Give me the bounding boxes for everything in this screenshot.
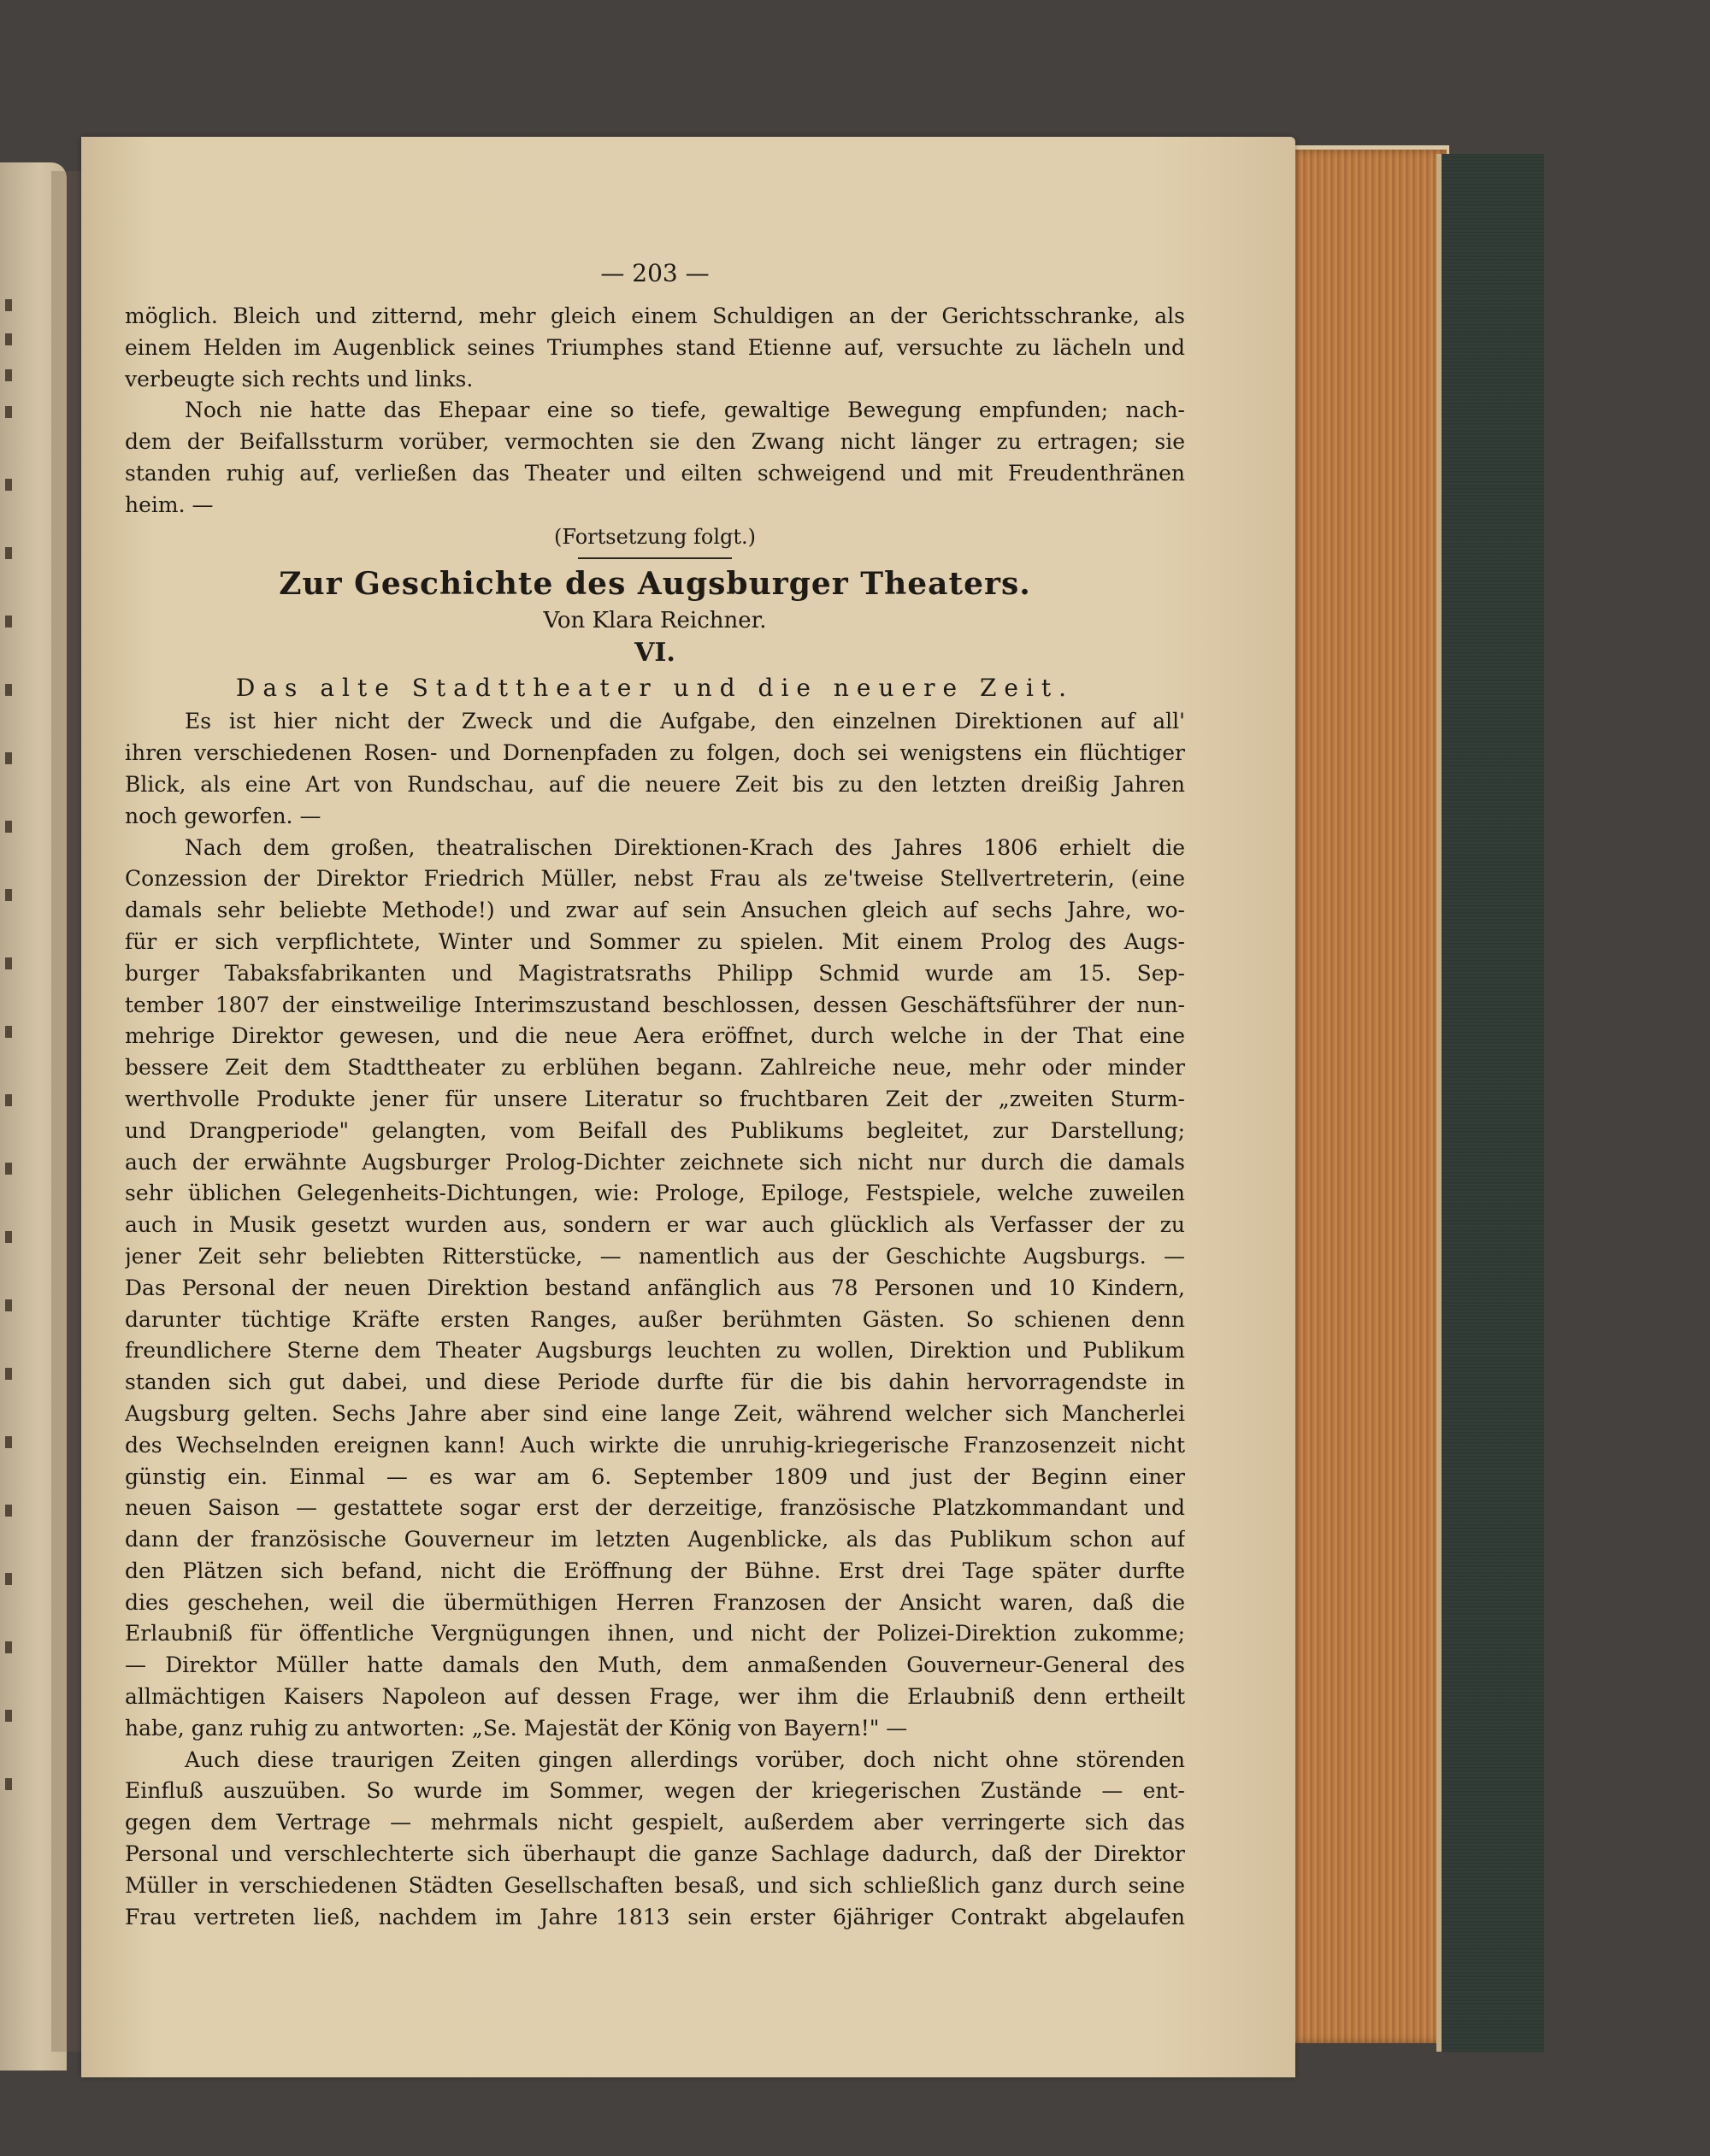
text-line: neuen Saison — gestattete sogar erst der derzeitige, französische Platzkommandant und (125, 1495, 1185, 1521)
text-line: einem Helden im Augenblick seines Triumphes stand Etienne auf, versuchte zu lächeln und (125, 334, 1185, 360)
section-title: Das alte Stadttheater und die neuere Zeit. (235, 674, 1075, 703)
text-line: tember 1807 der einstweilige Interimszustand beschlossen, dessen Geschäftsführer der nun- (125, 992, 1185, 1017)
text-line: Das Personal der neuen Direktion bestand anfänglich aus 78 Personen und 10 Kindern, (125, 1275, 1185, 1300)
text-line: den Plätzen sich befand, nicht die Eröffnung der Bühne. Erst drei Tage später durfte (125, 1558, 1185, 1583)
page-text (125, 256, 1185, 1933)
text-line: ihren verschiedenen Rosen- und Dornenpfaden zu folgen, doch sei wenigstens ein flüchtiger (125, 740, 1185, 766)
to-be-continued: (Fortsetzung folgt.) (554, 524, 756, 549)
text-line: Müller in verschiedenen Städten Gesellschaften besaß, und sich schließlich ganz durch seine (125, 1872, 1185, 1898)
text-line: Frau vertreten ließ, nachdem im Jahre 1813 sein erster 6jähriger Contrakt abgelaufen (125, 1904, 1185, 1929)
text-line: jener Zeit sehr beliebten Ritterstücke, — namentlich aus der Geschichte Augsburgs. — (125, 1243, 1185, 1269)
text-line: Es ist hier nicht der Zweck und die Aufgabe, den einzelnen Direktionen auf all' (185, 709, 1185, 734)
text-line: dies geschehen, weil die übermüthigen Herren Franzosen der Ansicht waren, daß die (125, 1589, 1185, 1615)
closing-paragraph (125, 395, 1185, 521)
text-line: Einfluß auszuüben. So wurde im Sommer, wegen der kriegerischen Zustände — ent- (125, 1778, 1185, 1804)
text-line: darunter tüchtige Kräfte ersten Ranges, außer berühmten Gästen. So schienen denn (125, 1306, 1185, 1332)
text-line: und Drangperiode" gelangten, vom Beifall des Publikums begleitet, zur Darstellung; (125, 1117, 1185, 1143)
text-line: — Direktor Müller hatte damals den Muth, dem anmaßenden Gouverneur-General des (125, 1652, 1185, 1678)
text-line: Personal und verschlechterte sich überhaupt die ganze Sachlage dadurch, daß der Direktor (125, 1841, 1185, 1867)
text-line: freundlichere Sterne dem Theater Augsburgs leuchten zu wollen, Direktion und Publikum (125, 1338, 1185, 1364)
page-stack-edges (1293, 150, 1447, 2043)
text-line: für er sich verpflichtete, Winter und Sommer zu spielen. Mit einem Prolog des Augs- (125, 928, 1185, 954)
text-line: Erlaubniß für öffentliche Vergnügungen ihnen, und nicht der Polizei-Direktion zukomme; (125, 1621, 1185, 1646)
article-author: Von Klara Reichner. (543, 608, 767, 634)
text-line: Conzession der Direktor Friedrich Müller, nebst Frau als ze'tweise Stellvertreterin, (eine (125, 866, 1185, 892)
book-cover (1436, 154, 1544, 2052)
text-line: verbeugte sich rechts und links. (125, 366, 474, 392)
text-line: sehr üblichen Gelegenheits-Dichtungen, wie: Prologe, Epiloge, Festspiele, welche zuweilen (125, 1181, 1185, 1206)
continuation-paragraph (125, 301, 1185, 395)
text-line: Blick, als eine Art von Rundschau, auf die neuere Zeit bis zu den letzten dreißig Jahren (125, 771, 1185, 797)
page-number: — 203 — (600, 259, 710, 287)
text-line: burger Tabaksfabrikanten und Magistratsraths Philipp Schmid wurde am 15. Sep- (125, 960, 1185, 986)
text-line: standen ruhig auf, verließen das Theater und eilten schweigend und mit Freudenthränen (125, 460, 1185, 486)
text-line: Nach dem großen, theatralischen Direktionen-Krach des Jahres 1806 erhielt die (185, 834, 1185, 860)
article-body (125, 706, 1185, 1933)
text-line: dann der französische Gouverneur im letzten Augenblicke, als das Publikum schon auf (125, 1527, 1185, 1552)
text-line: gegen dem Vertrage — mehrmals nicht gespielt, außerdem aber verringerte sich das (125, 1810, 1185, 1835)
text-line: heim. — (125, 492, 214, 517)
text-line: noch geworfen. — (125, 803, 321, 828)
text-line: standen sich gut dabei, und diese Periode durfte für die bis dahin hervorragendste in (125, 1370, 1185, 1395)
text-line: bessere Zeit dem Stadttheater zu erblühen begann. Zahlreiche neue, mehr oder minder (125, 1055, 1185, 1081)
text-line: Augsburg gelten. Sechs Jahre aber sind eine lange Zeit, während welcher sich Mancherlei (125, 1400, 1185, 1426)
text-line: Auch diese traurigen Zeiten gingen allerdings vorüber, doch nicht ohne störenden (185, 1747, 1185, 1772)
text-line: habe, ganz ruhig zu antworten: „Se. Majestät der König von Bayern!" — (125, 1715, 908, 1741)
text-line: damals sehr beliebte Methode!) und zwar auf sein Ansuchen gleich auf sechs Jahre, wo- (125, 898, 1185, 923)
text-line: möglich. Bleich und zitternd, mehr gleich einem Schuldigen an der Gerichtsschranke, als (125, 303, 1185, 328)
text-line: auch der erwähnte Augsburger Prolog-Dichter zeichnete sich nicht nur durch die damals (125, 1149, 1185, 1175)
text-line: auch in Musik gesetzt wurden aus, sondern er war auch glücklich als Verfasser der zu (125, 1212, 1185, 1238)
text-line: dem der Beifallssturm vorüber, vermochten sie den Zwang nicht länger zu ertragen; sie (125, 429, 1185, 455)
text-line: mehrige Direktor gewesen, und die neue Aera eröffnet, durch welche in der That eine (125, 1023, 1185, 1049)
text-line: allmächtigen Kaisers Napoleon auf dessen Frage, wer ihm die Erlaubniß denn ertheilt (125, 1684, 1185, 1710)
text-line: des Wechselnden ereignen kann! Auch wirkte die unruhig-kriegerische Franzosenzeit nicht (125, 1432, 1185, 1458)
section-divider (578, 557, 732, 559)
text-line: günstig ein. Einmal — es war am 6. September 1809 und just der Beginn einer (125, 1464, 1185, 1489)
section-number: VI. (634, 638, 675, 669)
text-line: Noch nie hatte das Ehepaar eine so tiefe, gewaltige Bewegung empfunden; nach- (185, 398, 1185, 423)
article-title: Zur Geschichte des Augsburger Theaters. (279, 566, 1031, 603)
text-line: werthvolle Produkte jener für unsere Literatur so fruchtbaren Zeit der „zweiten Sturm- (125, 1086, 1185, 1111)
